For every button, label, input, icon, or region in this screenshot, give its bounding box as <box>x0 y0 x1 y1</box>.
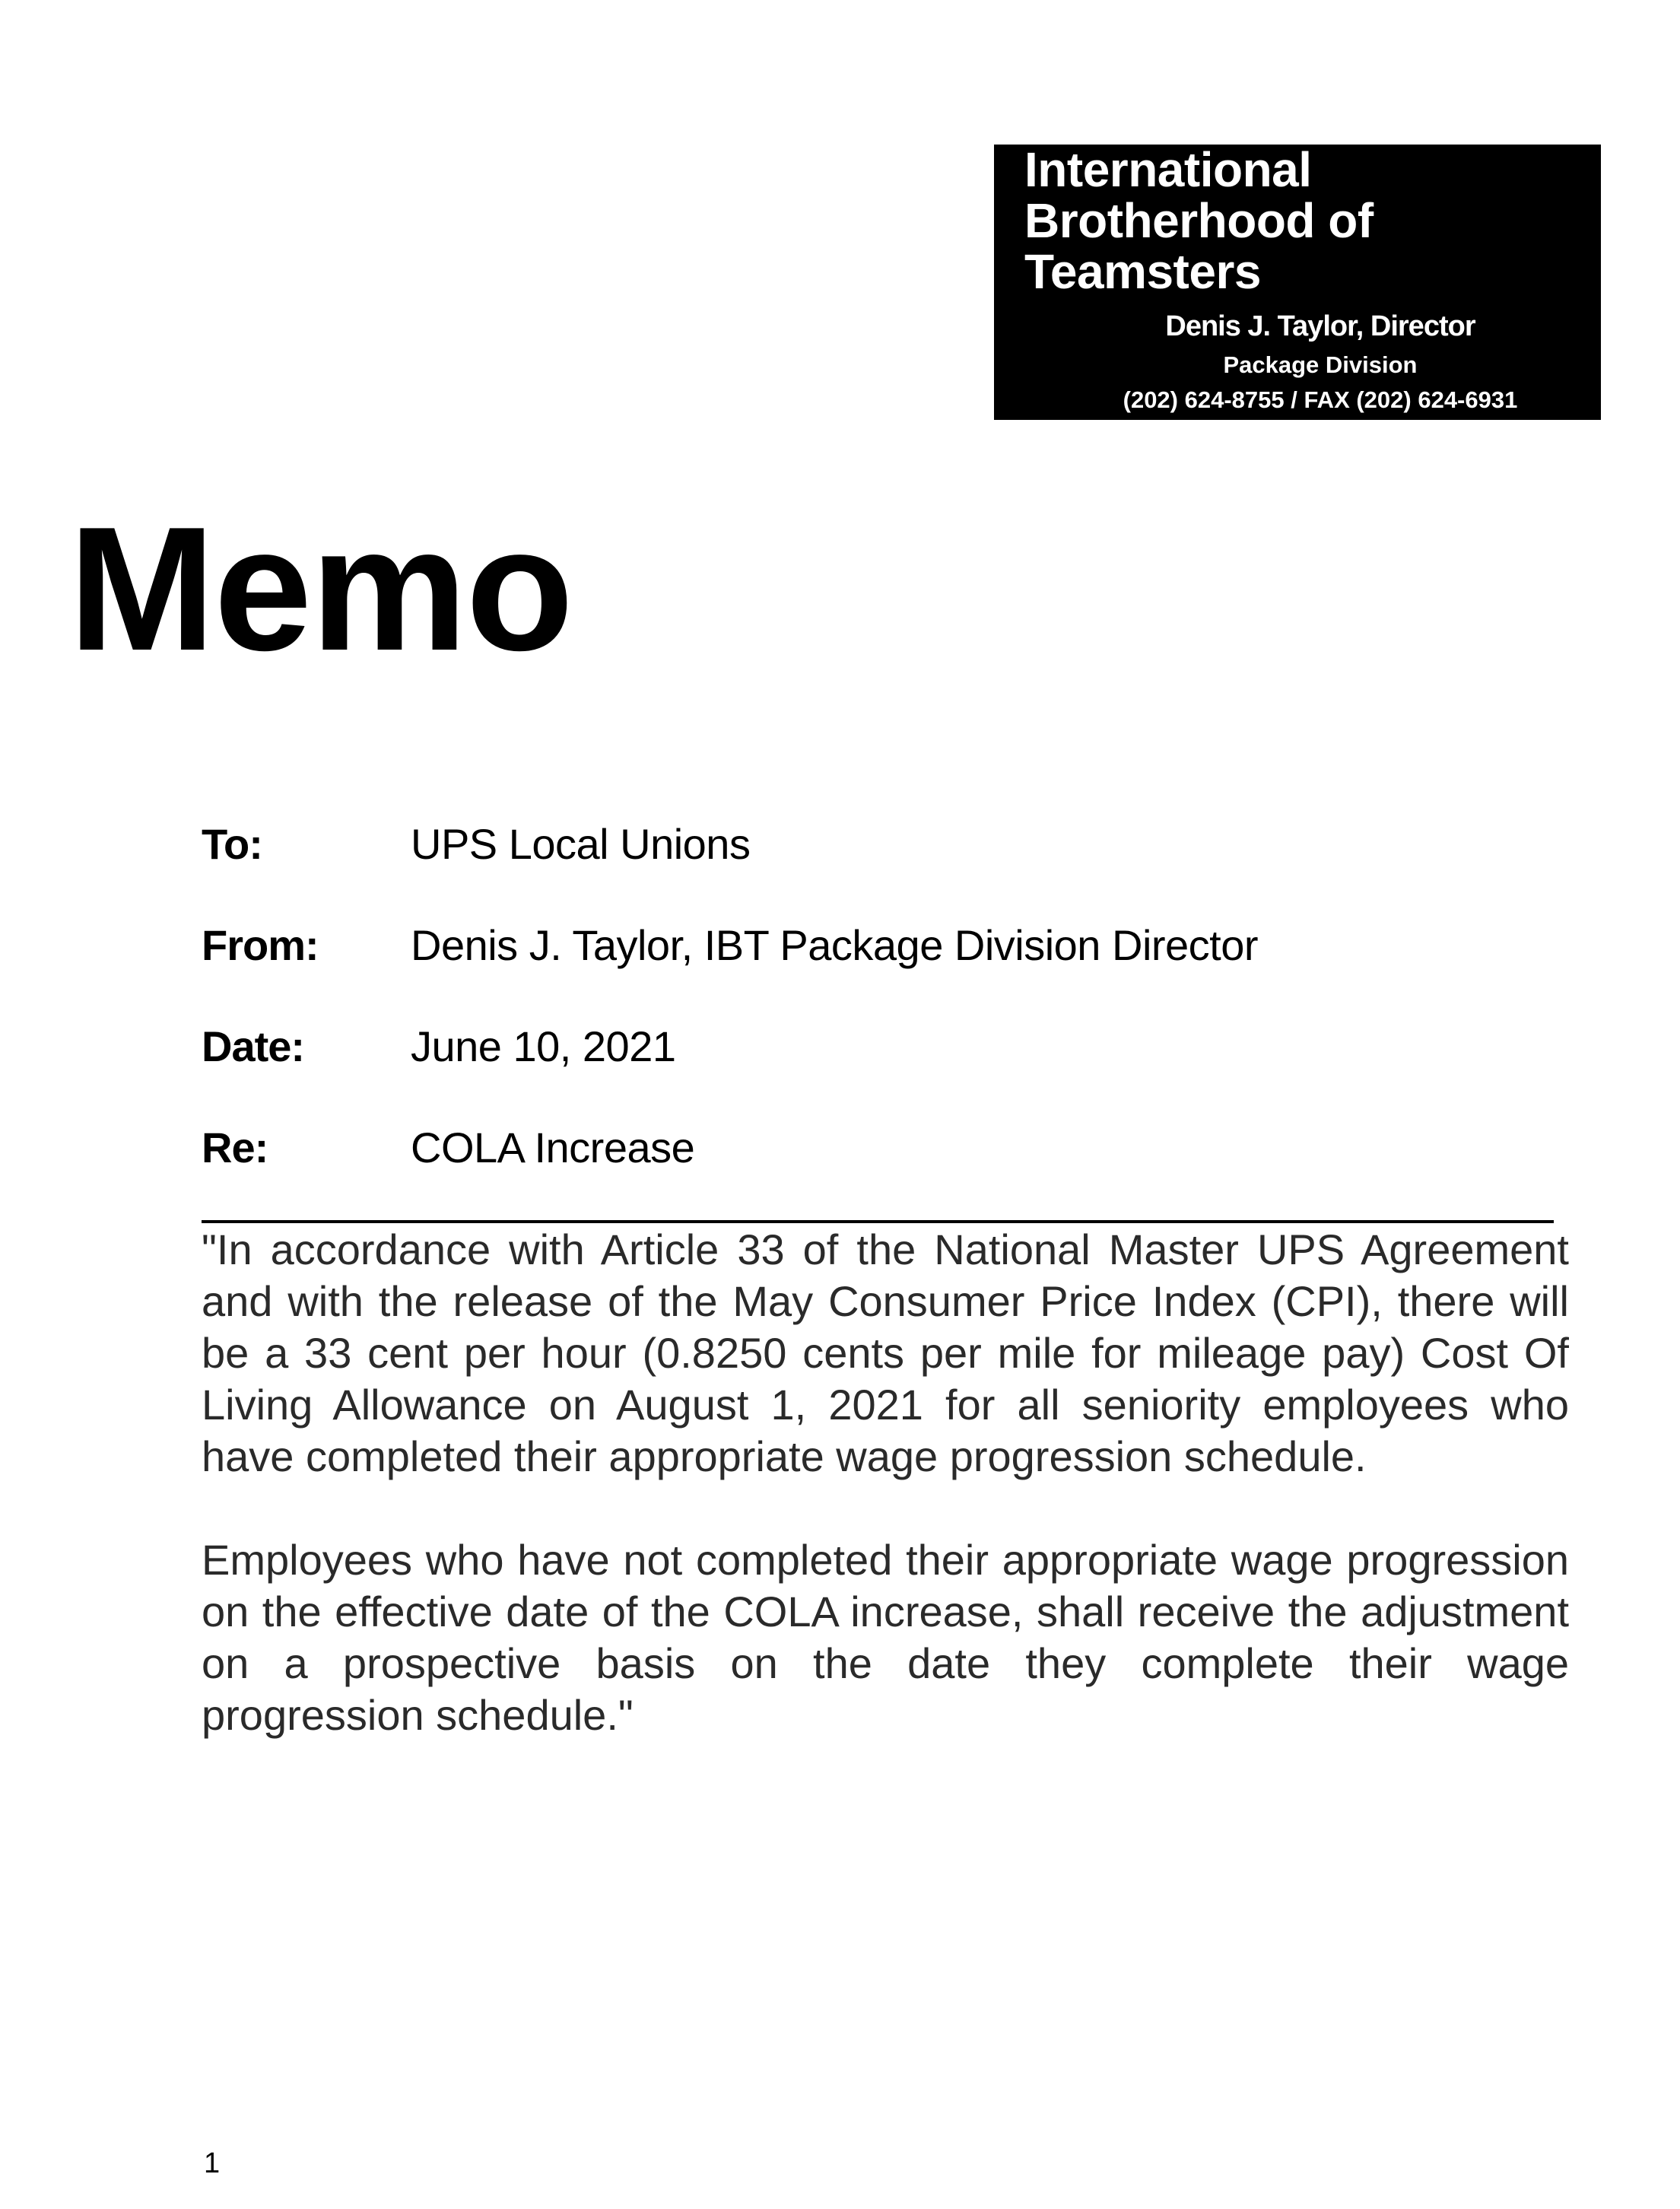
divider-line <box>202 1220 1554 1223</box>
memo-body <box>202 1224 1569 1793</box>
page-number: 1 <box>204 2147 221 2179</box>
field-date-value: June 10, 2021 <box>411 1022 676 1070</box>
organization-name-line-2: Brotherhood of <box>1024 193 1374 248</box>
letterhead-box <box>994 142 1601 420</box>
body-paragraph-1: "In accordance with Article 33 of the National Master UPS Agreement and with the release of the May Consumer Price Index (CPI), there will be a 33 cent per hour (0.8250 cents per mile for mileage pay) Cost Of Living Allowance on August 1, 2021 for all seniority employees who have completed their appropriate wage progression schedule. <box>202 1225 1569 1480</box>
field-to-value: UPS Local Unions <box>411 820 751 868</box>
field-date-label: Date: <box>202 1022 305 1070</box>
field-re-label: Re: <box>202 1124 268 1171</box>
organization-name-line-3: Teamsters <box>1024 244 1261 299</box>
field-from-value: Denis J. Taylor, IBT Package Division Director <box>411 921 1259 969</box>
field-from-label: From: <box>202 921 319 969</box>
director-name: Denis J. Taylor, Director <box>1165 310 1475 342</box>
memo-title: Memo <box>68 491 573 688</box>
phone-fax: (202) 624-8755 / FAX (202) 624-6931 <box>1123 386 1518 413</box>
field-to-label: To: <box>202 820 262 868</box>
organization-name-line-1: International <box>1024 142 1312 197</box>
organization-name <box>1024 142 1374 299</box>
field-re-value: COLA Increase <box>411 1124 695 1171</box>
body-paragraph-2: Employees who have not completed their appropriate wage progression on the effective date of the COLA increase, shall receive the adjustment on a prospective basis on the date they complete their wage progression schedule." <box>202 1536 1569 1739</box>
division-name: Package Division <box>1223 351 1418 378</box>
